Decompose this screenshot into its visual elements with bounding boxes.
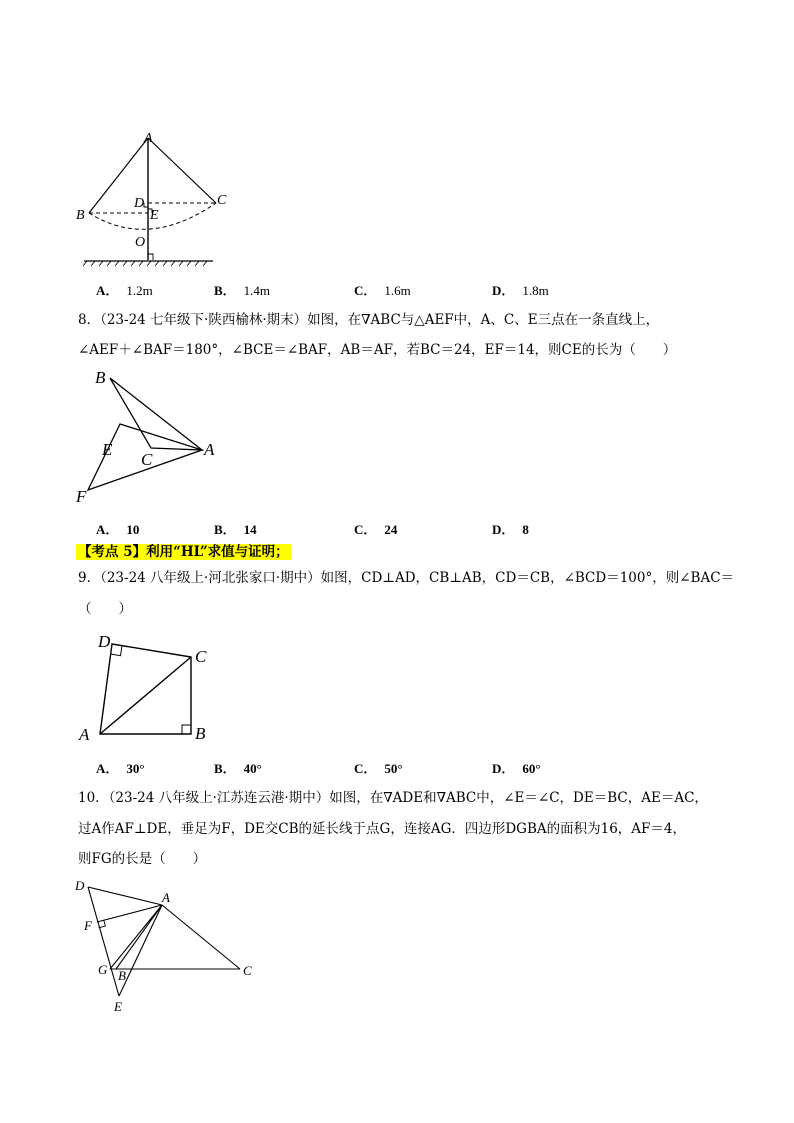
q7-label-e: E xyxy=(150,208,159,223)
section-5-title: 【考点 5】利用“HL”求值与证明； xyxy=(78,544,289,560)
q10-label-c: C xyxy=(243,963,252,978)
q8-label-f: F xyxy=(76,487,87,506)
q9-label-d: D xyxy=(98,632,111,651)
q10-label-b: B xyxy=(118,968,126,983)
q8-figure xyxy=(72,364,232,504)
q8-label-c: C xyxy=(141,450,153,469)
q9-figure xyxy=(74,628,224,748)
q10-label-e: E xyxy=(114,999,122,1014)
q9-question-line1: 9．（23-24 八年级上·河北张家口·期中）如图，CD⊥AD，CB⊥AB，CD＝CB，∠BCD＝100°，则∠BAC＝ xyxy=(78,570,735,586)
q7-option-a: A． 1.2m xyxy=(96,283,153,298)
q8-question-line1: 8．（23-24 七年级下·陕西榆林·期末）如图，在∇ABC与△AEF中，A、C、E三点在一条直线上， xyxy=(78,312,660,328)
q8-option-c: C． 24 xyxy=(354,522,398,537)
q8-label-b: B xyxy=(95,368,106,387)
q7-figure xyxy=(78,128,238,270)
q9-option-d: D． 60° xyxy=(492,761,541,776)
q10-label-a: A xyxy=(162,890,170,905)
q7-label-a: A xyxy=(144,131,153,146)
q7-label-d: D xyxy=(134,196,145,211)
q10-label-d: D xyxy=(75,878,85,893)
q10-figure xyxy=(70,872,260,1017)
q8-option-a: A． 10 xyxy=(96,522,140,537)
q8-option-d: D． 8 xyxy=(492,522,529,537)
q10-label-f: F xyxy=(84,918,92,933)
q8-label-e: E xyxy=(102,440,113,459)
q7-option-c: C． 1.6m xyxy=(354,283,411,298)
q10-question-line3: 则FG的长是（ ） xyxy=(78,851,207,867)
q7-label-o: O xyxy=(135,235,146,250)
q9-question-line2: （ ） xyxy=(78,601,132,617)
q7-option-d: D． 1.8m xyxy=(492,283,549,298)
q7-label-c: C xyxy=(217,193,227,208)
q9-option-a: A． 30° xyxy=(96,761,145,776)
section-heading xyxy=(76,543,291,561)
q9-label-c: C xyxy=(195,647,207,666)
q9-option-b: B． 40° xyxy=(214,761,262,776)
q9-label-b: B xyxy=(195,724,206,743)
q7-option-b: B． 1.4m xyxy=(214,283,271,298)
q10-question-line1: 10．（23-24 八年级上·江苏连云港·期中）如图，在∇ADE和∇ABC中，∠E＝∠C，DE＝BC，AE＝AC， xyxy=(78,790,708,806)
q7-label-b: B xyxy=(76,208,85,223)
q9-option-c: C． 50° xyxy=(354,761,403,776)
q8-question-line2: ∠AEF＋∠BAF＝180°，∠BCE＝∠BAF，AB＝AF，若BC＝24，EF＝14，则CE的长为（ ） xyxy=(78,342,677,358)
q8-option-b: B． 14 xyxy=(214,522,257,537)
q10-question-line2: 过A作AF⊥DE，垂足为F，DE交CB的延长线于点G，连接AG．四边形DGBA的面积为16，AF＝4， xyxy=(78,821,687,837)
q8-label-a: A xyxy=(204,440,215,459)
q9-label-a: A xyxy=(79,725,90,744)
q10-label-g: G xyxy=(98,962,108,977)
